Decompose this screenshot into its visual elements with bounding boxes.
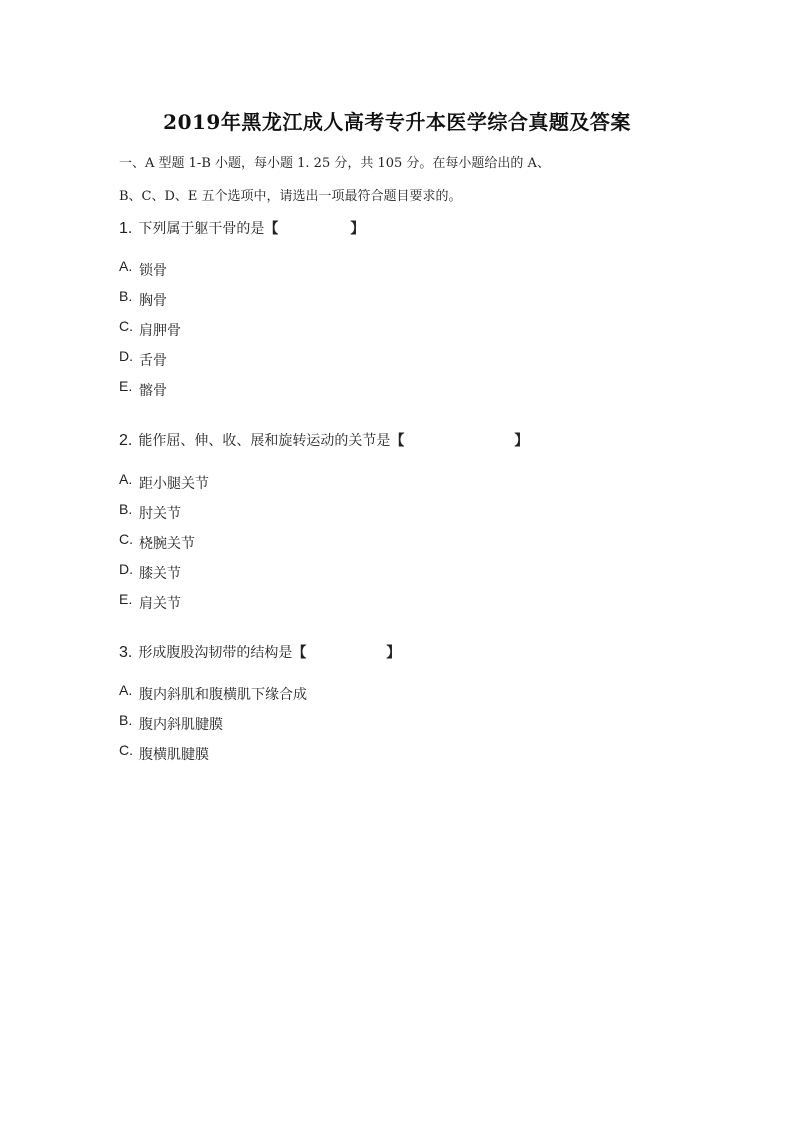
answer-bracket-open: 【	[264, 220, 279, 236]
option-text: 舌骨	[139, 352, 167, 368]
answer-bracket-open: 【	[292, 644, 307, 660]
question-3-option-c	[119, 744, 209, 764]
option-letter: B.	[119, 712, 133, 728]
option-text: 胸骨	[139, 292, 167, 308]
option-letter: B.	[119, 288, 133, 304]
question-2-text: 能作屈、伸、收、展和旋转运动的关节是	[138, 432, 391, 448]
option-letter: B.	[119, 501, 133, 517]
answer-bracket-open: 【	[390, 432, 405, 448]
option-letter: E.	[119, 591, 133, 607]
option-letter: E.	[119, 378, 133, 394]
question-1-option-c	[119, 320, 181, 340]
option-text: 腹内斜肌腱膜	[139, 716, 223, 732]
option-text: 肩胛骨	[139, 322, 181, 338]
option-letter: C.	[119, 742, 133, 758]
option-text: 肩关节	[139, 595, 181, 611]
option-letter: A.	[119, 258, 133, 274]
question-2-option-e	[119, 593, 181, 613]
option-letter: A.	[119, 682, 133, 698]
option-text: 桡腕关节	[139, 535, 195, 551]
option-letter: A.	[119, 471, 133, 487]
question-1-option-e	[119, 380, 167, 400]
option-letter: D.	[119, 561, 133, 577]
question-2-option-d	[119, 563, 181, 583]
question-2-option-b	[119, 503, 181, 523]
question-1-text: 下列属于躯干骨的是	[138, 220, 265, 236]
question-1-option-d	[119, 350, 167, 370]
question-1-option-b	[119, 290, 167, 310]
question-3-number: 3.	[119, 644, 133, 661]
page-title: 2019年黑龙江成人高考专升本医学综合真题及答案	[163, 110, 631, 134]
option-text: 锁骨	[139, 262, 167, 278]
question-3-text: 形成腹股沟韧带的结构是	[138, 644, 293, 660]
question-1-stem	[119, 218, 364, 238]
section-intro-line-1: 一、A 型题 1-B 小题，每小题 1. 25 分，共 105 分。在每小题给出的 A、	[119, 156, 550, 171]
question-2-option-c	[119, 533, 195, 553]
question-2-stem	[119, 430, 528, 450]
question-1-number: 1.	[119, 220, 133, 237]
option-letter: C.	[119, 318, 133, 334]
option-text: 肘关节	[139, 505, 181, 521]
answer-bracket-close: 】	[350, 220, 365, 236]
question-3-option-b	[119, 714, 223, 734]
option-text: 膝关节	[139, 565, 181, 581]
question-3-stem	[119, 642, 400, 662]
answer-bracket-close: 】	[514, 432, 529, 448]
option-letter: D.	[119, 348, 133, 364]
question-2-number: 2.	[119, 432, 133, 449]
option-text: 腹内斜肌和腹横肌下缘合成	[139, 686, 307, 702]
question-3-option-a	[119, 684, 307, 704]
option-text: 距小腿关节	[139, 475, 209, 491]
option-letter: C.	[119, 531, 133, 547]
option-text: 髂骨	[139, 382, 167, 398]
question-2-option-a	[119, 473, 209, 493]
section-intro-line-2: B、C、D、E 五个选项中，请选出一项最符合题目要求的。	[119, 189, 462, 204]
option-text: 腹横肌腱膜	[139, 746, 209, 762]
answer-bracket-close: 】	[386, 644, 401, 660]
question-1-option-a	[119, 260, 167, 280]
